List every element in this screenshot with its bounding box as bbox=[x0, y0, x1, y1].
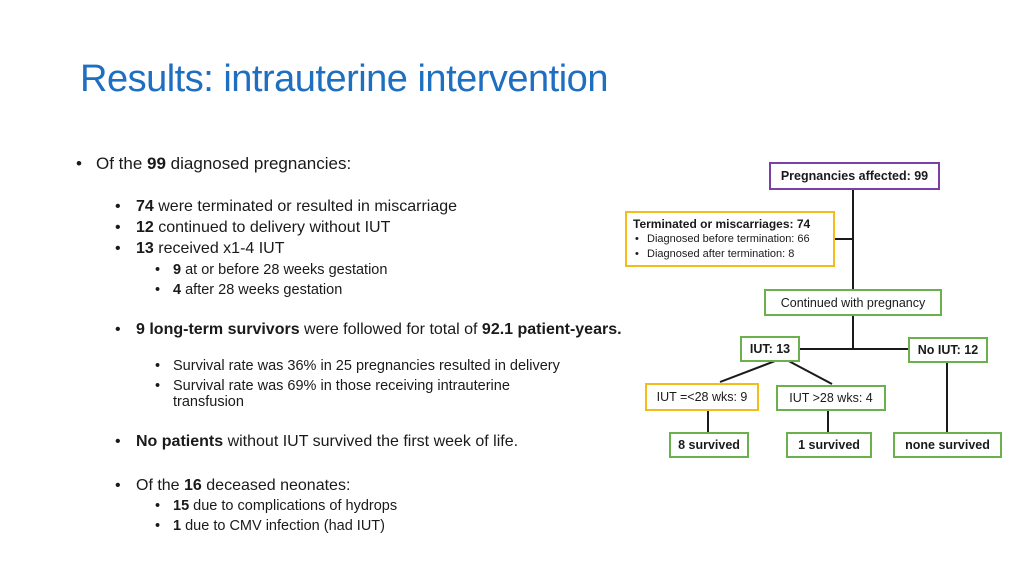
bullet-after-28: • 4 after 28 weeks gestation bbox=[155, 282, 343, 298]
box-no-iut: No IUT: 12 bbox=[908, 337, 988, 363]
bullet-dot-icon: • bbox=[115, 321, 121, 338]
bullet-deceased: • Of the 16 deceased neonates: bbox=[115, 477, 351, 494]
terminated-heading: Terminated or miscarriages: 74 bbox=[633, 217, 811, 231]
bullet-dot-icon: • bbox=[115, 433, 121, 450]
bullet-no-iut: • 12 continued to delivery without IUT bbox=[115, 219, 391, 236]
bullet-before-28: • 9 at or before 28 weeks gestation bbox=[155, 262, 388, 278]
bullet-survival-69: • Survival rate was 69% in those receiving intrauterine transfusion bbox=[155, 378, 510, 410]
bullet-dot-icon: • bbox=[155, 358, 161, 374]
bullet-dot-icon: • bbox=[155, 498, 161, 514]
terminated-before: • Diagnosed before termination: 66 bbox=[633, 232, 827, 247]
bullet-received-iut: • 13 received x1-4 IUT bbox=[115, 240, 285, 257]
bullet-survivors: • 9 long-term survivors were followed for total of 92.1 patient-years. bbox=[115, 321, 622, 338]
bullet-diagnosed: • Of the 99 diagnosed pregnancies: bbox=[76, 154, 352, 173]
bullet-survival-36: • Survival rate was 36% in 25 pregnancies resulted in delivery bbox=[155, 358, 560, 374]
bullet-dot-icon: • bbox=[115, 198, 121, 215]
box-terminated bbox=[625, 211, 835, 267]
box-pregnancies-affected: Pregnancies affected: 99 bbox=[769, 162, 940, 190]
box-none-survived: none survived bbox=[893, 432, 1002, 458]
bullet-dot-icon: • bbox=[115, 219, 121, 236]
bullet-dot-icon: • bbox=[155, 262, 161, 278]
bullet-dot-icon: • bbox=[115, 240, 121, 257]
box-1-survived: 1 survived bbox=[786, 432, 872, 458]
box-continued-pregnancy: Continued with pregnancy bbox=[764, 289, 942, 316]
bullet-dot-icon: • bbox=[155, 518, 161, 534]
bullet-terminated: • 74 were terminated or resulted in miscarriage bbox=[115, 198, 458, 215]
bullet-hydrops: • 15 due to complications of hydrops bbox=[155, 498, 398, 514]
bullet-dot-icon: • bbox=[155, 282, 161, 298]
bullet-no-patients: • No patients without IUT survived the first week of life. bbox=[115, 433, 519, 450]
bullet-cmv: • 1 due to CMV infection (had IUT) bbox=[155, 518, 385, 534]
box-iut: IUT: 13 bbox=[740, 336, 800, 362]
slide-title: Results: intrauterine intervention bbox=[80, 58, 608, 100]
bullet-dot-icon: • bbox=[155, 378, 161, 394]
bullet-dot-icon: • bbox=[76, 154, 82, 173]
box-iut-early: IUT =<28 wks: 9 bbox=[645, 383, 759, 411]
box-8-survived: 8 survived bbox=[669, 432, 749, 458]
box-iut-late: IUT >28 wks: 4 bbox=[776, 385, 886, 411]
terminated-after: • Diagnosed after termination: 8 bbox=[633, 247, 827, 262]
bullet-dot-icon: • bbox=[115, 477, 121, 494]
